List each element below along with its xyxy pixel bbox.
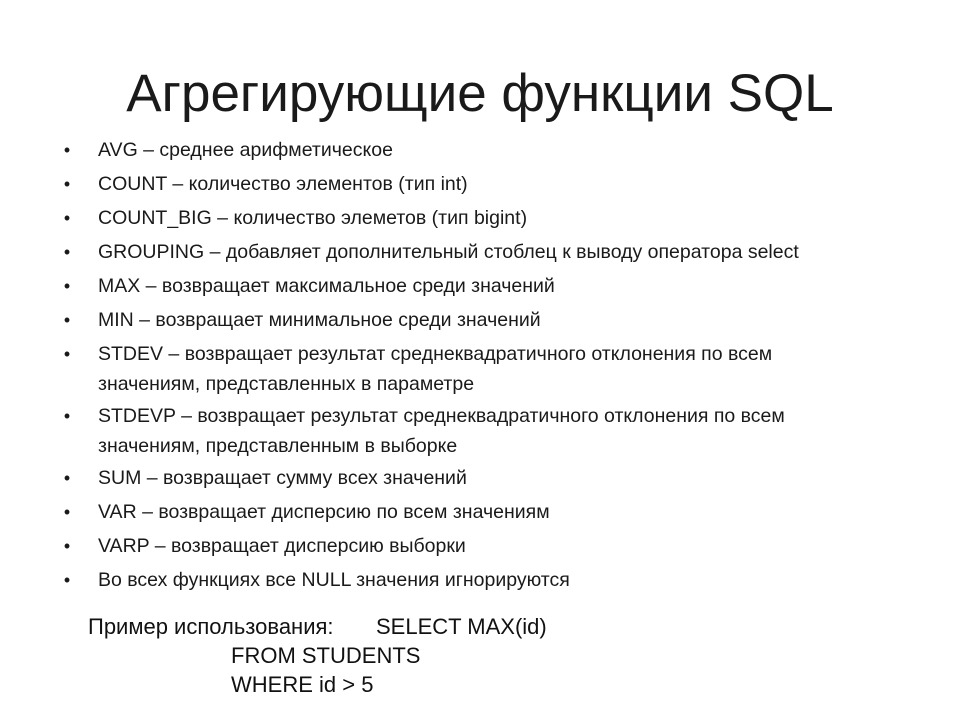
bullet-dot: • <box>63 502 71 522</box>
bullet-text: VARP – возвращает дисперсию выборки <box>98 535 466 557</box>
bullet-dot: • <box>63 406 71 426</box>
bullet-item-stdev <box>60 339 920 399</box>
bullet-text: SUM – возвращает сумму всех значений <box>98 467 467 489</box>
example-label: Пример использования: <box>88 614 334 639</box>
bullet-item-max <box>60 271 920 301</box>
bullet-item-min <box>60 305 920 335</box>
bullet-text-continued: значениям, представленных в параметре <box>98 373 475 395</box>
bullet-item-count <box>60 169 920 199</box>
bullet-text: COUNT – количество элементов (тип int) <box>98 173 468 195</box>
slide-title: Агрегирующие функции SQL <box>126 64 834 123</box>
bullet-text: COUNT_BIG – количество элеметов (тип bigint) <box>98 207 528 229</box>
usage-example <box>88 612 888 699</box>
bullet-dot: • <box>63 310 71 330</box>
bullet-text: Во всех функциях все NULL значения игнорируются <box>98 569 570 591</box>
bullet-text: STDEV – возвращает результат среднеквадратичного отклонения по всем <box>98 343 773 365</box>
bullet-text: GROUPING – добавляет дополнительный стоблец к выводу оператора select <box>98 241 799 263</box>
example-row-1 <box>88 612 888 641</box>
bullet-text: VAR – возвращает дисперсию по всем значениям <box>98 501 550 523</box>
bullet-dot: • <box>63 276 71 296</box>
bullet-dot: • <box>63 208 71 228</box>
bullet-item-var <box>60 497 920 527</box>
bullet-item-avg <box>60 135 920 165</box>
example-code-line: WHERE id > 5 <box>231 672 374 697</box>
bullet-dot: • <box>63 344 71 364</box>
bullet-item-varp <box>60 531 920 561</box>
bullet-list <box>60 135 920 599</box>
bullet-text: STDEVP – возвращает результат среднеквадратичного отклонения по всем <box>98 405 785 427</box>
bullet-text: AVG – среднее арифметическое <box>98 139 393 161</box>
bullet-dot: • <box>63 468 71 488</box>
bullet-text: MIN – возвращает минимальное среди значений <box>98 309 541 331</box>
bullet-item-grouping <box>60 237 920 267</box>
bullet-dot: • <box>63 140 71 160</box>
bullet-text: MAX – возвращает максимальное среди значений <box>98 275 555 297</box>
example-code-line: SELECT MAX(id) <box>376 614 547 639</box>
example-row-3 <box>88 670 888 699</box>
example-code-line: FROM STUDENTS <box>231 643 421 668</box>
bullet-dot: • <box>63 570 71 590</box>
bullet-dot: • <box>63 242 71 262</box>
bullet-item-stdevp <box>60 401 920 461</box>
bullet-item-null-note <box>60 565 920 595</box>
bullet-dot: • <box>63 536 71 556</box>
bullet-item-count-big <box>60 203 920 233</box>
bullet-text-continued: значениям, представленным в выборке <box>98 435 458 457</box>
bullet-dot: • <box>63 174 71 194</box>
example-row-2 <box>88 641 888 670</box>
bullet-item-sum <box>60 463 920 493</box>
